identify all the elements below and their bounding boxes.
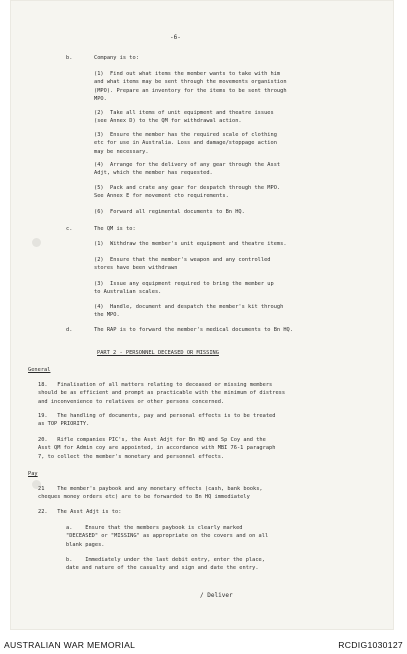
item-b-1: (1) Find out what items the member wants to take with him and what items may be sent through the movements organistion (MPO). Prepare an inventory for the items to be sent through MPO. [94, 71, 287, 103]
continuation-catchword: / Deliver [200, 592, 233, 599]
footer-record-id: RCDIG1030127 [338, 640, 403, 650]
punch-hole [32, 238, 41, 247]
item-b-marker: b. [66, 55, 73, 61]
paragraph-20: 20. Rifle companies PIC's, the Asst Adjt for Bn HQ and Sp Coy and the Asst QM for Admin coy are appointed, in accordance with MBI 76-1 paragraph 7, to collect the member's monetary and personnel effects. [38, 437, 276, 460]
paragraph-19: 19. The handling of documents, pay and personal effects is to be treated as TOP PRIORITY. [38, 413, 276, 428]
item-c-marker: c. [66, 226, 73, 232]
item-c-1: (1) Withdraw the member's unit equipment and theatre items. [94, 241, 287, 247]
document-page [10, 0, 394, 630]
item-b-intro: Company is to: [94, 55, 139, 61]
pay-heading: Pay [28, 471, 38, 477]
paragraph-21: 21 The member's paybook and any monetary effects (cash, bank books, cheques money orders etc) are to be forwarded to Bn HQ immediately [38, 486, 263, 501]
item-b-6: (6) Forward all regimental documents to Bn HQ. [94, 209, 245, 215]
item-b-4: (4) Arrange for the delivery of any gear through the Asst Adjt, which the member has requested. [94, 162, 281, 177]
item-c-intro: The QM is to: [94, 226, 136, 232]
part-2-heading: PART 2 - PERSONNEL DECEASED OR MISSING [97, 350, 219, 356]
paragraph-22: 22. The Asst Adjt is to: [38, 509, 122, 515]
item-c-2: (2) Ensure that the member's weapon and any controlled stores have been withdrawn [94, 257, 271, 272]
page-number: -6- [170, 34, 181, 41]
general-heading: General [28, 367, 51, 373]
item-b-5: (5) Pack and crate any gear for despatch through the MPO. See Annex E for movement cto requirements. [94, 185, 281, 200]
item-b-2: (2) Take all items of unit equipment and theatre issues (see Annex D) to the QM for withdrawal action. [94, 110, 274, 125]
archive-footer [0, 630, 407, 654]
footer-institution: AUSTRALIAN WAR MEMORIAL [4, 640, 136, 650]
paragraph-18: 18. Finalisation of all matters relating to deceased or missing members should be as efficient and prompt as practicable with the minimum of distress and inconvenience to relatives or other persons concerned. [38, 382, 286, 405]
item-c-3: (3) Issue any equipment required to bring the member up to Australian scales. [94, 281, 274, 296]
paragraph-22-a: a. Ensure that the members paybook is clearly marked "DECEASED" or "MISSING" as appropriate on the covers and on all blank pages. [66, 525, 269, 548]
item-d-marker: d. [66, 327, 73, 333]
item-c-4: (4) Handle, document and despatch the member's kit through the MPO. [94, 304, 284, 319]
paragraph-22-b: b. Immediately under the last debit entry, enter the place, date and nature of the casualty and sign and date the entry. [66, 557, 265, 572]
item-d-text: The RAP is to forward the member's medical documents to Bn HQ. [94, 327, 293, 333]
item-b-3: (3) Ensure the member has the required scale of clothing etc for use in Australia. Loss and damage/stoppage action may be necessary. [94, 132, 277, 155]
